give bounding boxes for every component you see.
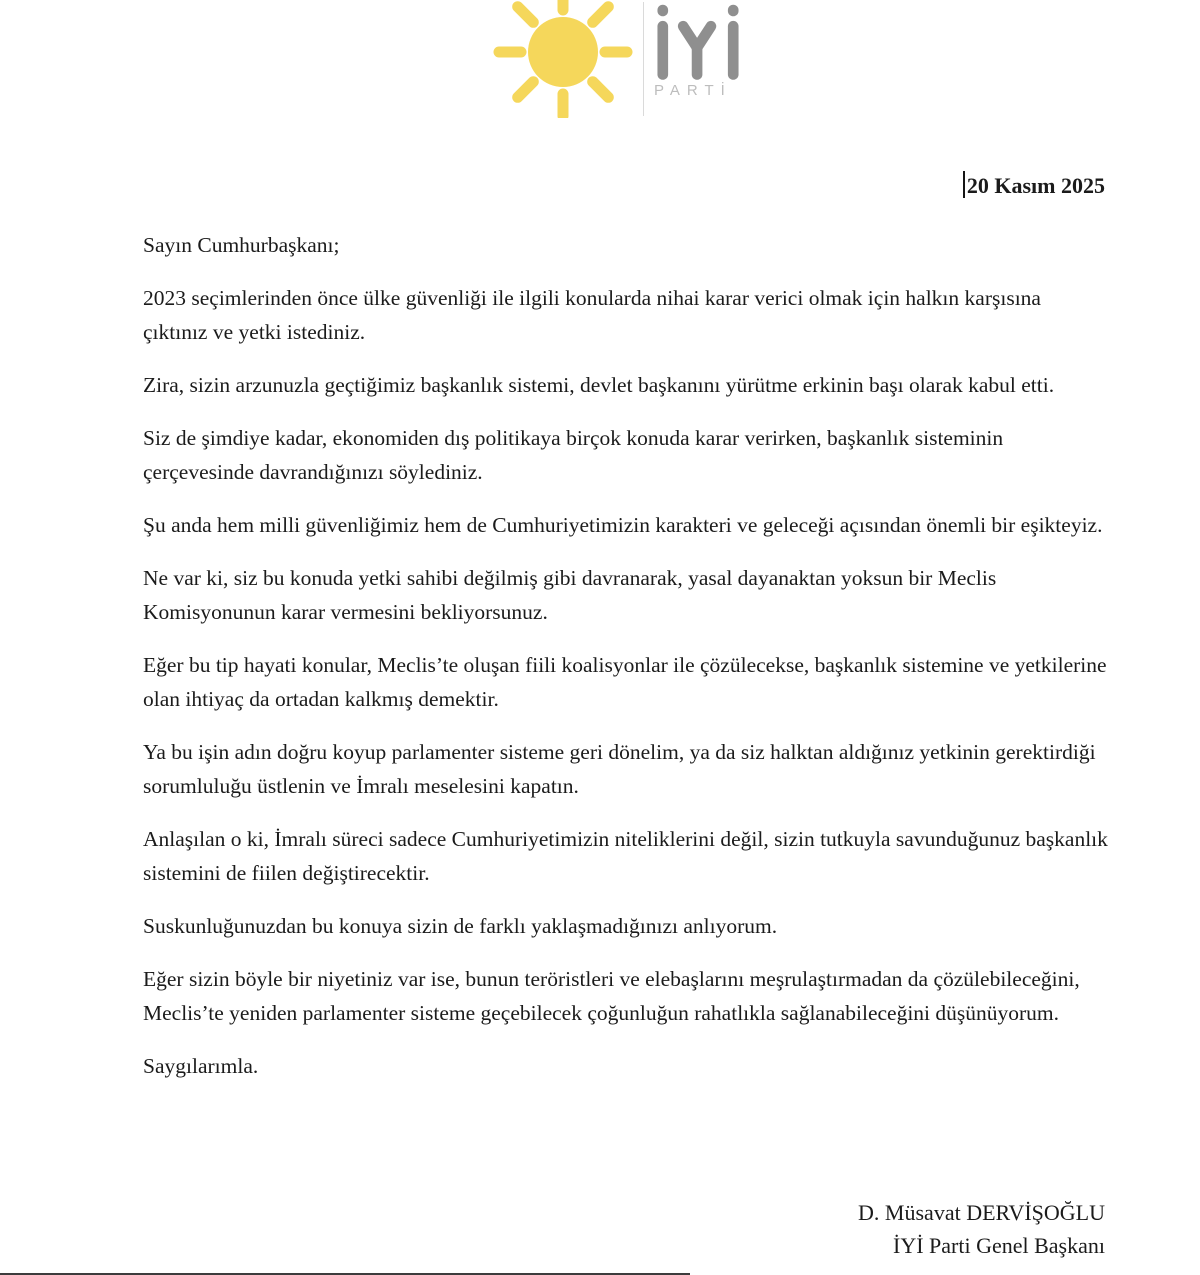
letter-paragraph: 2023 seçimlerinden önce ülke güvenliği ile ilgili konularda nihai karar verici olmak için halkın karşısına çıktınız ve yetki istediniz. — [143, 286, 1041, 344]
closing: Saygılarımla. — [143, 1054, 259, 1078]
date-text: 20 Kasım 2025 — [966, 173, 1105, 198]
party-logo — [485, 0, 742, 118]
date-line — [963, 170, 1105, 202]
letter-paragraph: Eğer bu tip hayati konular, Meclis’te oluşan fiili koalisyonlar ile çözülecekse, başkanlık sistemine ve yetkilerine olan ihtiyaç da ortadan kalkmış demektir. — [143, 653, 1107, 711]
signature-name: D. Müsavat DERVİŞOĞLU — [858, 1200, 1105, 1225]
logo-subtitle: PARTİ — [654, 82, 732, 99]
letter-paragraph: Suskunluğunuzdan bu konuya sizin de farklı yaklaşmadığınızı anlıyorum. — [143, 914, 778, 938]
signature-block — [858, 1196, 1105, 1262]
letter-paragraph: Zira, sizin arzunuzla geçtiğimiz başkanlık sistemi, devlet başkanını yürütme erkinin başı olarak kabul etti. — [143, 373, 1055, 397]
logo-wordmark-block — [654, 0, 742, 99]
text-cursor — [963, 171, 965, 198]
letter-paragraph: Ne var ki, siz bu konuda yetki sahibi değilmiş gibi davranarak, yasal dayanaktan yoksun bir Meclis Komisyonunun karar vermesini bekliyorsunuz. — [143, 566, 997, 624]
letter-paragraph: Eğer sizin böyle bir niyetiniz var ise, bunun teröristleri ve elebaşlarını meşrulaştırmadan da çözülebileceğini, Meclis’te yeniden parlamenter sisteme geçebilecek çoğunluğun rahatlıkla sağlanabileceğini düşünüyorum. — [143, 967, 1080, 1025]
letter-paragraph: Ya bu işin adın doğru koyup parlamenter sisteme geri dönelim, ya da siz halktan aldığınız yetkinin gerektirdiği sorumluluğu üstlenin ve İmralı meselesini kapatın. — [143, 740, 1096, 798]
signature-title: İYİ Parti Genel Başkanı — [893, 1233, 1105, 1258]
logo-divider — [643, 2, 644, 116]
salutation: Sayın Cumhurbaşkanı; — [143, 233, 340, 257]
letter-paragraph: Şu anda hem milli güvenliğimiz hem de Cumhuriyetimizin karakteri ve geleceği açısından önemli bir eşikteyiz. — [143, 513, 1103, 537]
sun-icon — [485, 0, 641, 118]
letter-paragraph: Siz de şimdiye kadar, ekonomiden dış politikaya birçok konuda karar verirken, başkanlık sisteminin çerçevesinde davrandığınızı söylediniz. — [143, 426, 1004, 484]
iyi-wordmark-icon — [654, 4, 742, 80]
letter-paragraph: Anlaşılan o ki, İmralı süreci sadece Cumhuriyetimizin niteliklerini değil, sizin tutkuyla savunduğunuz başkanlık sistemini de fiilen değiştirecektir. — [143, 827, 1108, 885]
letter-body — [143, 228, 1108, 1102]
